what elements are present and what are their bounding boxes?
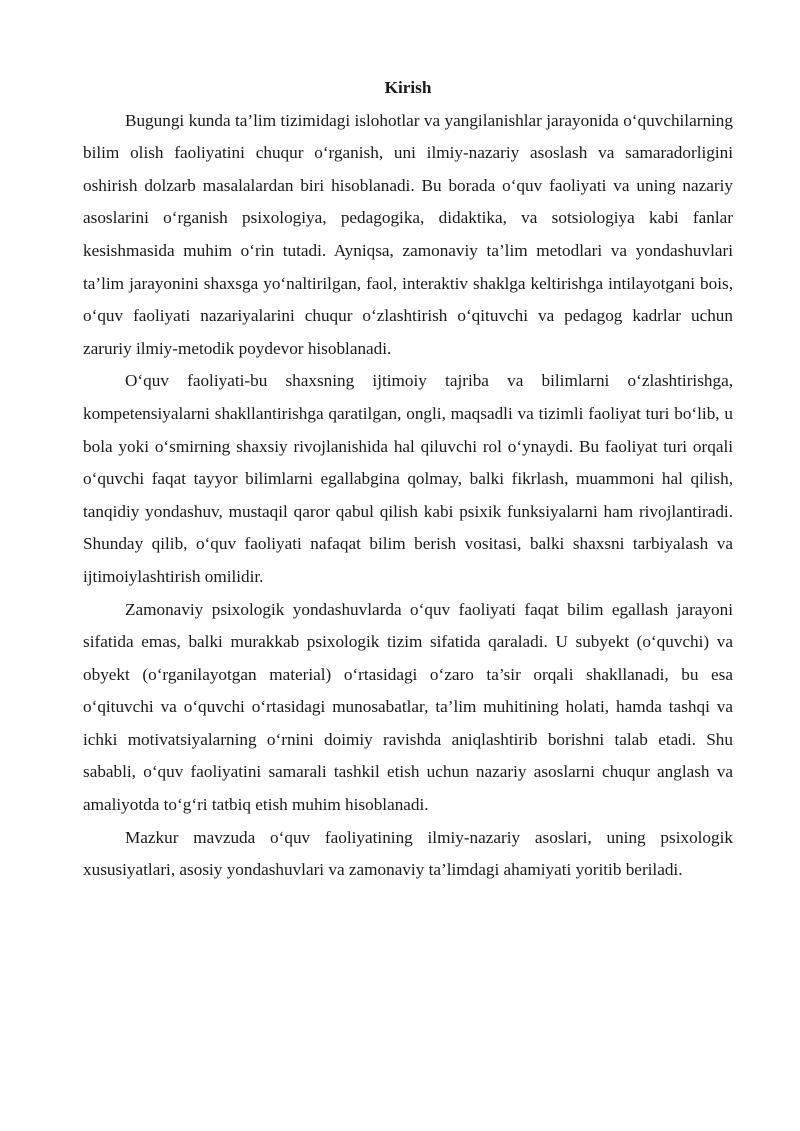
document-page: [83, 72, 733, 887]
paragraph-1: Bugungi kunda ta’lim tizimidagi islohotlar va yangilanishlar jarayonida o‘quvchilarning bilim olish faoliyatini chuqur o‘rganish, uni ilmiy-nazariy asoslash va samaradorligini oshirish dolzarb masalalardan biri hisoblanadi. Bu borada o‘quv faoliyati va uning nazariy asoslarini o‘rganish psixologiya, pedagogika, didaktika, va sotsiologiya kabi fanlar kesishmasida muhim o‘rin tutadi. Ayniqsa, zamonaviy ta’lim metodlari va yondashuvlari ta’lim jarayonini shaxsga yo‘naltirilgan, faol, interaktiv shaklga keltirishga intilayotgani bois, o‘quv faoliyati nazariyalarini chuqur o‘zlashtirish o‘qituvchi va pedagog kadrlar uchun zaruriy ilmiy-metodik poydevor hisoblanadi.: [83, 110, 733, 358]
document-title: Kirish: [384, 78, 432, 97]
paragraph-4: Mazkur mavzuda o‘quv faoliyatining ilmiy-nazariy asoslari, uning psixologik xususiyatlari, asosiy yondashuvlari va zamonaviy ta’limdagi ahamiyati yoritib beriladi.: [83, 827, 733, 880]
paragraph-3: Zamonaviy psixologik yondashuvlarda o‘quv faoliyati faqat bilim egallash jarayoni sifatida emas, balki murakkab psixologik tizim sifatida qaraladi. U subyekt (o‘quvchi) va obyekt (o‘rganilayotgan material) o‘rtasidagi o‘zaro ta’sir orqali shakllanadi, bu esa o‘qituvchi va o‘quvchi o‘rtasidagi munosabatlar, ta’lim muhitining holati, hamda tashqi va ichki motivatsiyalarning o‘rnini doimiy ravishda aniqlashtirib borishni talab etadi. Shu sababli, o‘quv faoliyatini samarali tashkil etish uchun nazariy asoslarni chuqur anglash va amaliyotda to‘g‘ri tatbiq etish muhim hisoblanadi.: [83, 599, 733, 815]
paragraph-2: O‘quv faoliyati-bu shaxsning ijtimoiy tajriba va bilimlarni o‘zlashtirishga, kompetensiyalarni shakllantirishga qaratilgan, ongli, maqsadli va tizimli faoliyat turi bo‘lib, u bola yoki o‘smirning shaxsiy rivojlanishida hal qiluvchi rol o‘ynaydi. Bu faoliyat turi orqali o‘quvchi faqat tayyor bilimlarni egallabgina qolmay, balki fikrlash, muammoni hal qilish, tanqidiy yondashuv, mustaqil qaror qabul qilish kabi psixik funksiyalarni ham rivojlantiradi. Shunday qilib, o‘quv faoliyati nafaqat bilim berish vositasi, balki shaxsni tarbiyalash va ijtimoiylashtirish omilidir.: [83, 371, 733, 586]
